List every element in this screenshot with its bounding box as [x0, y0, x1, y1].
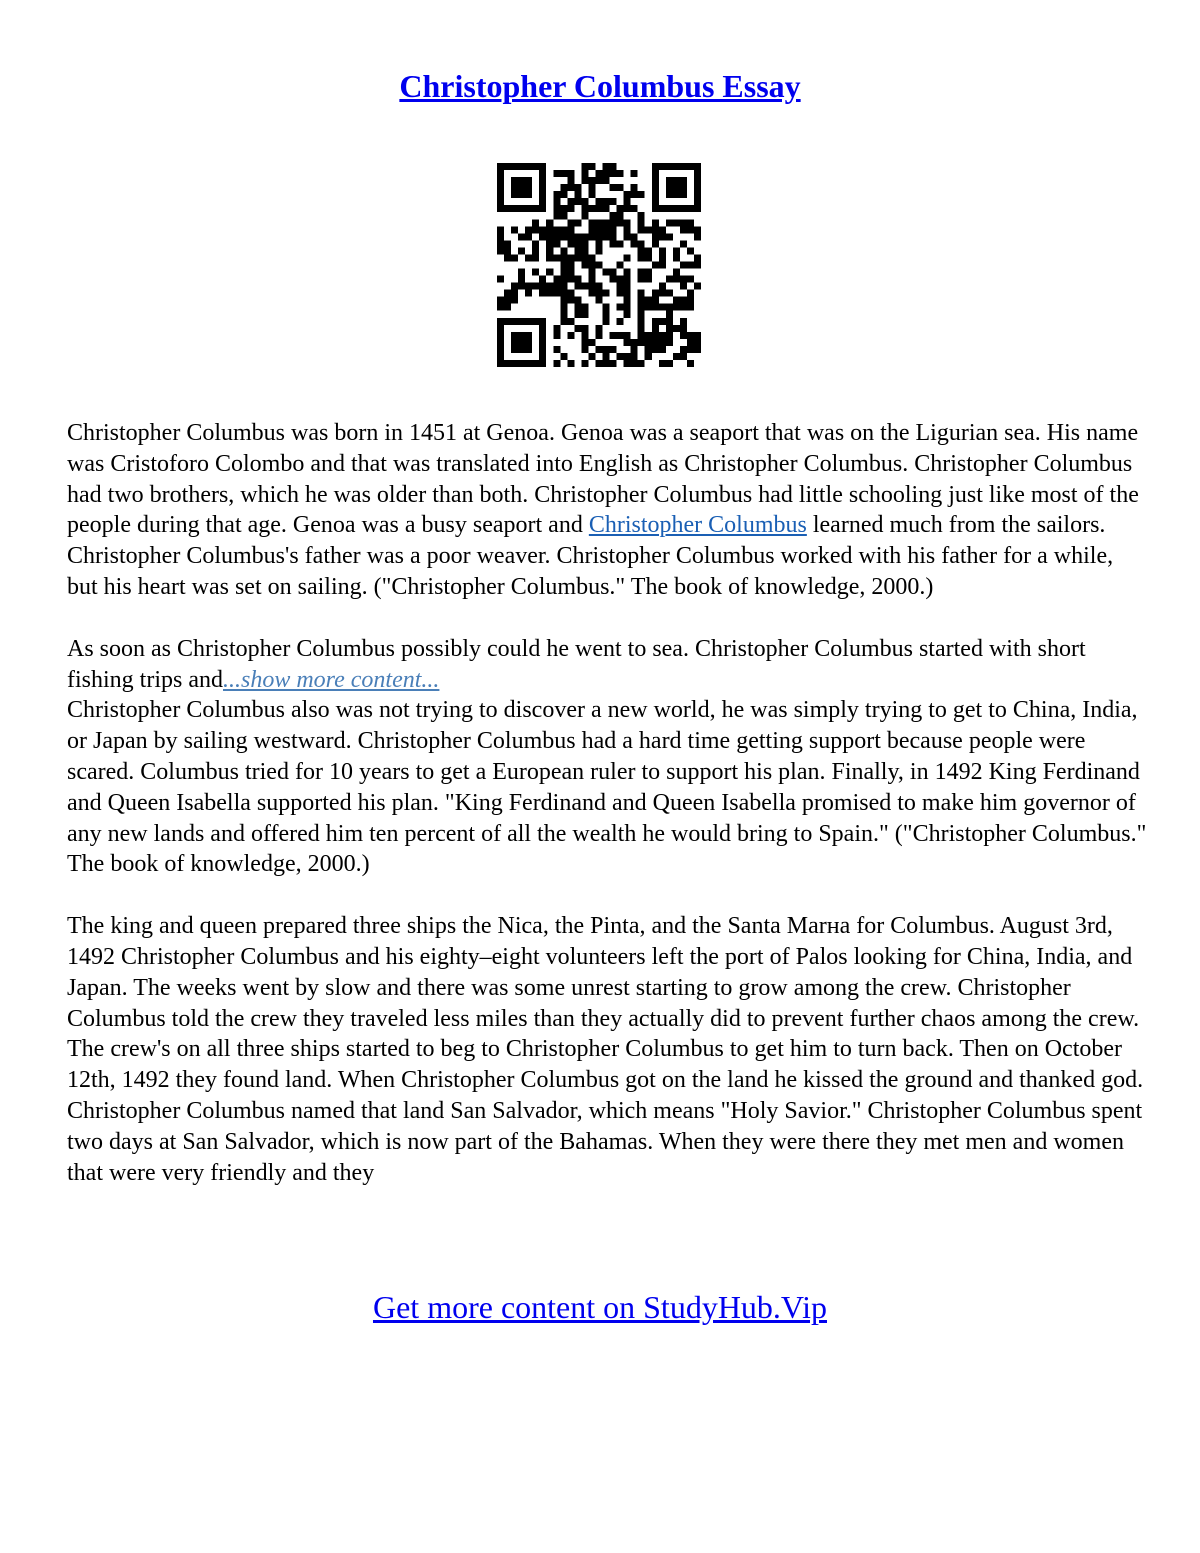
christopher-columbus-link[interactable]: Christopher Columbus — [588, 512, 807, 539]
title-link[interactable]: Christopher Columbus Essay — [399, 68, 801, 104]
paragraph-1 — [67, 418, 1147, 603]
paragraph-2-text: As soon as Christopher Columbus possibly could he went to sea. Christopher Columbus started with short fishing trips and — [67, 635, 1086, 693]
paragraph-4: The king and queen prepared three ships the Nica, the Pinta, and the Santa Маrна for Columbus. August 3rd, 1492 Christopher Columbus and his eighty–eight volunteers left the port of Palos looking for China, India, and Japan. The weeks went by slow and there was some unrest starting to grow among the crew. Christopher Columbus told the crew they traveled less miles than they actually did to prevent further chaos among the crew. The crew's on all three ships started to beg to Christopher Columbus to get him to turn back. Then on October 12th, 1492 they found land. When Christopher Columbus got on the land he kissed the ground and thanked god. Christopher Columbus named that land San Salvador, which means "Holy Savior." Christopher Columbus spent two days at San Salvador, which is now part of the Bahamas. When they were there they met men and women that were very friendly and they — [67, 913, 1144, 1186]
qr-code-icon — [497, 163, 701, 367]
essay-body — [67, 418, 1147, 1188]
paragraph-2 — [67, 634, 1147, 696]
show-more-link[interactable]: ...show more content... — [223, 666, 440, 693]
paragraph-3: Christopher Columbus also was not trying to discover a new world, he was simply trying to get to China, India, or Japan by sailing westward. Christopher Columbus had a hard time getting support because people were scared. Columbus tried for 10 years to get a European ruler to support his plan. Finally, in 1492 King Ferdinand and Queen Isabella supported his plan. "King Ferdinand and Queen Isabella promised to make him governor of any new lands and offered him ten percent of all the wealth he would bring to Spain." ("Christopher Columbus." The book of knowledge, 2000.) — [67, 697, 1147, 878]
get-more-content-link[interactable]: Get more content on StudyHub.Vip — [372, 1289, 827, 1325]
paragraph-1-text-b: learned much from the sailors. Christopher Columbus's father was a poor weaver. Christopher Columbus worked with his father for a while, but his heart was set on sailing. ("Christopher Columbus." The book of knowledge, 2000.) — [67, 512, 1114, 600]
paragraph-1-text-a: Christopher Columbus was born in 1451 at Genoa. Genoa was a seaport that was on the Ligurian sea. His name was Cristoforo Colombo and that was translated into English as Christopher Columbus. Christopher Columbus had two brothers, which he was older than both. Christopher Columbus had little schooling just like most of the people during that age. Genoa was a busy seaport and — [67, 420, 1139, 539]
footer — [0, 1287, 1200, 1327]
page-title — [0, 66, 1200, 106]
